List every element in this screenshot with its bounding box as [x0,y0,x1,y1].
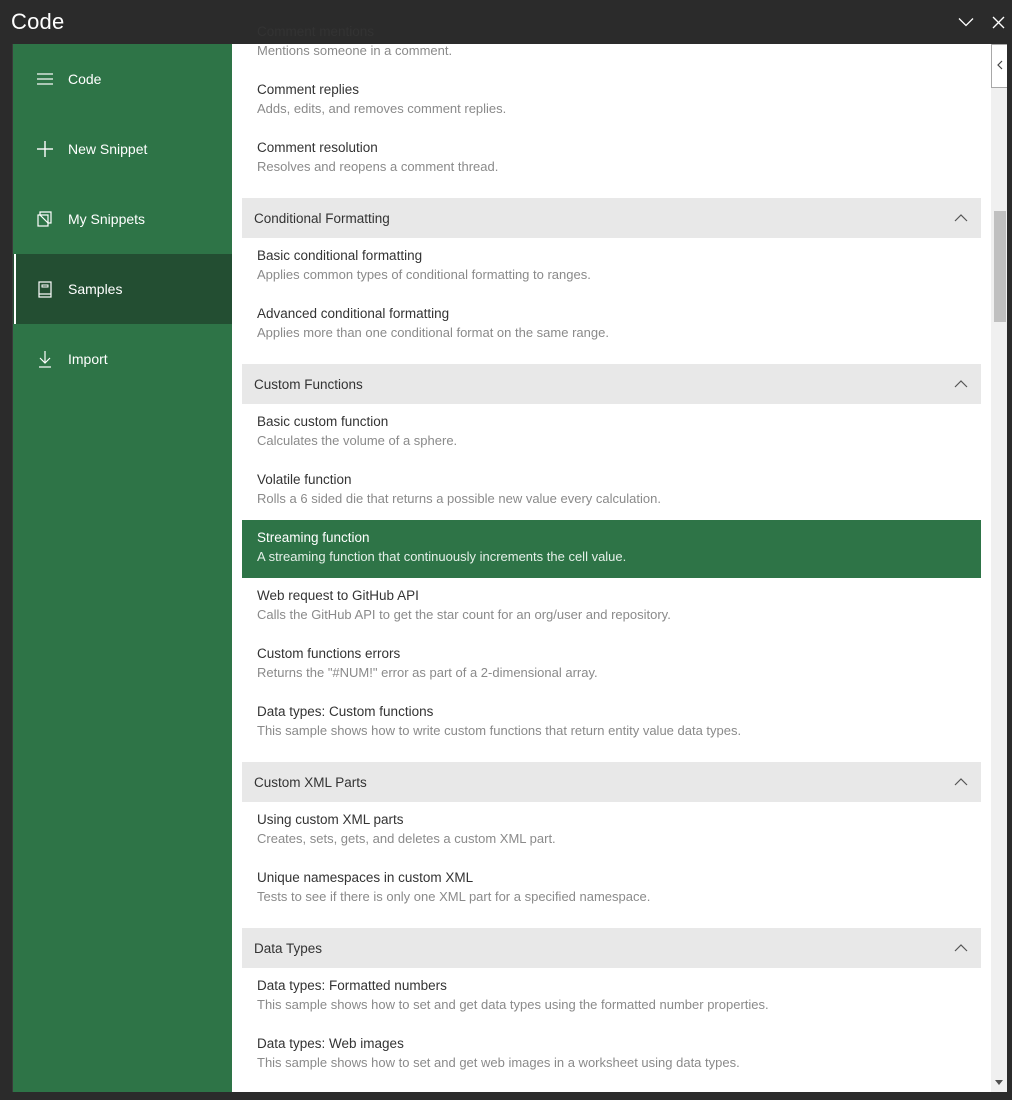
sample-description: Calculates the volume of a sphere. [257,433,458,448]
snippets-stack-icon [36,210,54,228]
window-border-right [1007,44,1012,1100]
sidebar-item-new-snippet[interactable] [13,114,232,184]
sample-title: Unique namespaces in custom XML [257,870,474,885]
sample-title: Data types: Formatted numbers [257,978,447,993]
sample-title: Streaming function [257,530,370,545]
sample-description: Mentions someone in a comment. [257,43,453,58]
chevron-left-icon [997,57,1003,75]
sample-title: Basic conditional formatting [257,248,423,263]
group-header-data-types[interactable] [242,928,981,968]
sidebar-item-samples[interactable] [13,254,232,324]
group-header-custom-xml-parts[interactable] [242,762,981,802]
chevron-up-icon [953,943,969,953]
chevron-up-icon [953,777,969,787]
sidebar-item-label: Code [68,71,102,87]
sample-item[interactable] [242,1026,981,1084]
sample-item[interactable] [242,802,981,860]
scrollbar-thumb[interactable] [994,211,1006,322]
scroll-down-button[interactable] [993,1076,1005,1086]
sample-description: Calls the GitHub API to get the star count for an org/user and repository. [257,607,671,622]
group-header-custom-functions[interactable] [242,364,981,404]
group-label: Data Types [254,940,323,956]
sample-description: Creates, sets, gets, and deletes a custom XML part. [257,831,556,846]
sample-description: This sample shows how to set and get web images in a worksheet using data types. [257,1055,740,1070]
sample-description: Returns the "#NUM!" error as part of a 2-dimensional array. [257,665,598,680]
sample-item[interactable] [242,636,981,694]
sample-title: Using custom XML parts [257,812,404,827]
sidebar-item-label: Import [68,351,108,367]
sample-description: Rolls a 6 sided die that returns a possible new value every calculation. [257,491,661,506]
sample-description: Adds, edits, and removes comment replies. [257,101,507,116]
sample-description: This sample shows how to set and get data types using the formatted number properties. [257,997,769,1012]
sample-item[interactable] [242,462,981,520]
sample-title: Volatile function [257,472,352,487]
sample-item-comment-mentions[interactable] [242,14,981,72]
sample-title: Comment resolution [257,140,378,155]
sample-item[interactable] [242,404,981,462]
sample-title: Basic custom function [257,414,389,429]
group-label: Conditional Formatting [254,210,390,226]
sidebar-item-import[interactable] [13,324,232,394]
sample-title: Comment mentions [257,24,375,39]
sample-title: Data types: Custom functions [257,704,434,719]
group-header-conditional-formatting[interactable] [242,198,981,238]
window-title: Code [11,9,65,34]
close-button[interactable] [988,12,1008,32]
sample-item[interactable] [242,238,981,296]
sample-item-comment-replies[interactable] [242,72,981,130]
sidebar-item-label: My Snippets [68,211,146,227]
sample-item[interactable] [242,694,981,752]
hamburger-menu-icon [36,70,54,88]
sample-item-comment-resolution[interactable] [242,130,981,188]
sample-title: Advanced conditional formatting [257,306,450,321]
sidebar-item-code[interactable] [13,44,232,114]
sample-item[interactable] [242,578,981,636]
sample-title: Comment replies [257,82,360,97]
sidebar-nav [12,44,232,1092]
close-icon [992,16,1005,29]
sample-title: Web request to GitHub API [257,588,419,603]
sidebar-item-my-snippets[interactable] [13,184,232,254]
samples-list [232,24,991,1092]
sample-item[interactable] [242,860,981,918]
window-border-bottom [0,1092,1012,1100]
group-label: Custom Functions [254,376,363,392]
sample-item[interactable] [242,968,981,1026]
sample-title: Data types: Web images [257,1036,404,1051]
sample-description: Tests to see if there is only one XML part for a specified namespace. [257,889,651,904]
sample-description: Applies more than one conditional format on the same range. [257,325,609,340]
sidebar-item-label: New Snippet [68,141,148,157]
sample-title: Custom functions errors [257,646,401,661]
sample-description: A streaming function that continuously increments the cell value. [257,549,627,564]
vertical-scrollbar[interactable] [991,44,1007,1092]
sample-description: Resolves and reopens a comment thread. [257,159,499,174]
sample-description: This sample shows how to write custom functions that return entity value data types. [257,723,742,738]
chevron-up-icon [953,213,969,223]
sample-item-selected[interactable] [242,520,981,578]
download-arrow-icon [36,350,54,368]
sample-item[interactable] [242,296,981,354]
chevron-up-icon [953,379,969,389]
triangle-down-icon [995,1072,1003,1090]
group-label: Custom XML Parts [254,774,367,790]
plus-icon [36,140,54,158]
book-icon [36,280,54,298]
sidebar-item-label: Samples [68,281,123,297]
collapse-pane-button[interactable] [991,44,1007,88]
sample-description: Applies common types of conditional formatting to ranges. [257,267,591,282]
